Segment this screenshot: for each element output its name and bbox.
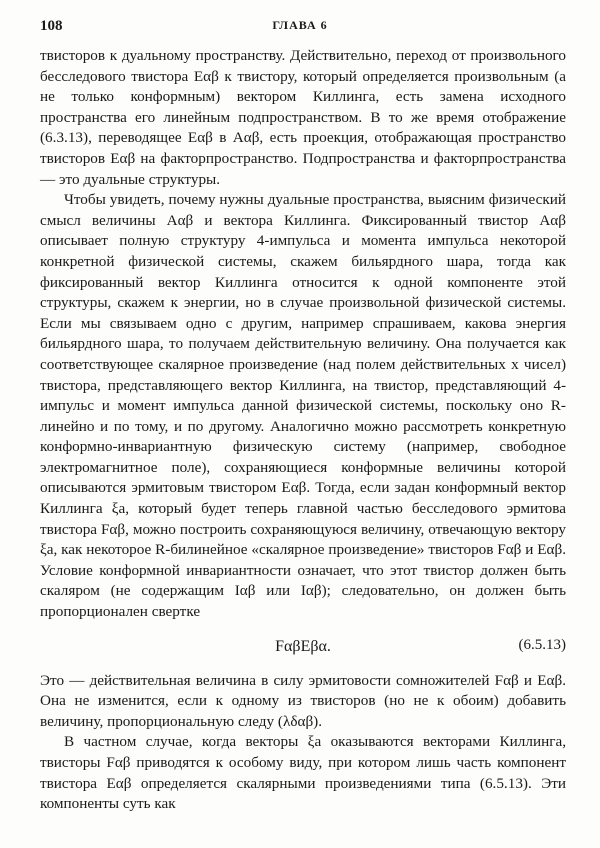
- paragraph-4: В частном случае, когда векторы ξa оказываются векторами Киллинга, твисторы Fαβ приводятся к особому виду, при котором лишь часть компонент твистора Eαβ определяется скалярными произведениями типа (6.5.13). Эти компоненты суть как: [40, 733, 566, 813]
- paragraph-2: Чтобы увидеть, почему нужны дуальные пространства, выясним физический смысл величины Aαβ и вектора Киллинга. Фиксированный твистор Aαβ описывает полную структуру 4-импульса и момента импульса некоторой конкретной физической системы, скажем бильярдного шара, тогда как фиксированный вектор Киллинга относится к одной компоненте этой структуры, скажем к энергии, но в случае произвольной физической системы. Если мы связываем одно с другим, например спрашиваем, какова энергия бильярдного шара, то получаем действительную величину. Она получается как соответствующее скалярное произведение (над полем действительных x чисел) твистора, представляющего вектор Киллинга, на твистор, представляющий 4-импульс и момент импульса данной физической системы, поскольку оно R-линейно и по тому, и по другому. Аналогично можно рассмотреть конкретную конформно-инвариантную физическую систему (например, свободное электромагнитное поле), сохраняющиеся конформные величины которой описываются эрмитовым твистором Eαβ. Тогда, если задан конформный вектор Киллинга ξa, который будет теперь главной частью бесследового эрмитова твистора Fαβ, можно построить сохраняющуюся величину, отвечающую вектору ξa, как некоторое R-билинейное «скалярное произведение» твисторов Fαβ и Eαβ. Условие конформной инвариантности означает, что этот твистор должен быть скаляром (не содержащим Iαβ или Iαβ); следовательно, он должен быть пропорционален свертке: [40, 191, 566, 621]
- paragraph-3: Это — действительная величина в силу эрмитовости сомножителей Fαβ и Eαβ. Она не изменится, если к одному из твисторов (но не к обоим) добавить величину, пропорциональную следу (λδαβ).: [40, 671, 566, 730]
- page-header: [40, 18, 560, 38]
- running-head: ГЛАВА 6: [272, 18, 328, 32]
- page-number: 108: [40, 18, 63, 34]
- equation-6-5-13: [40, 627, 566, 665]
- body-text: [40, 46, 566, 815]
- equation-number: (6.5.13): [518, 636, 566, 653]
- equation-formula: FαβEβα.: [275, 637, 331, 655]
- paragraph-1: твисторов к дуальному пространству. Действительно, переход от произвольного бесследового твистора Eαβ к твистору, который определяется произвольным (а не только конформным) вектором Киллинга, есть замена исходного пространства его линейным подпространством. В то же время отображение (6.3.13), переводящее Eαβ в Aαβ, есть проекция, отображающая пространство твисторов Eαβ на факторпространство. Подпространства и факторпространства — это дуальные структуры.: [40, 47, 566, 188]
